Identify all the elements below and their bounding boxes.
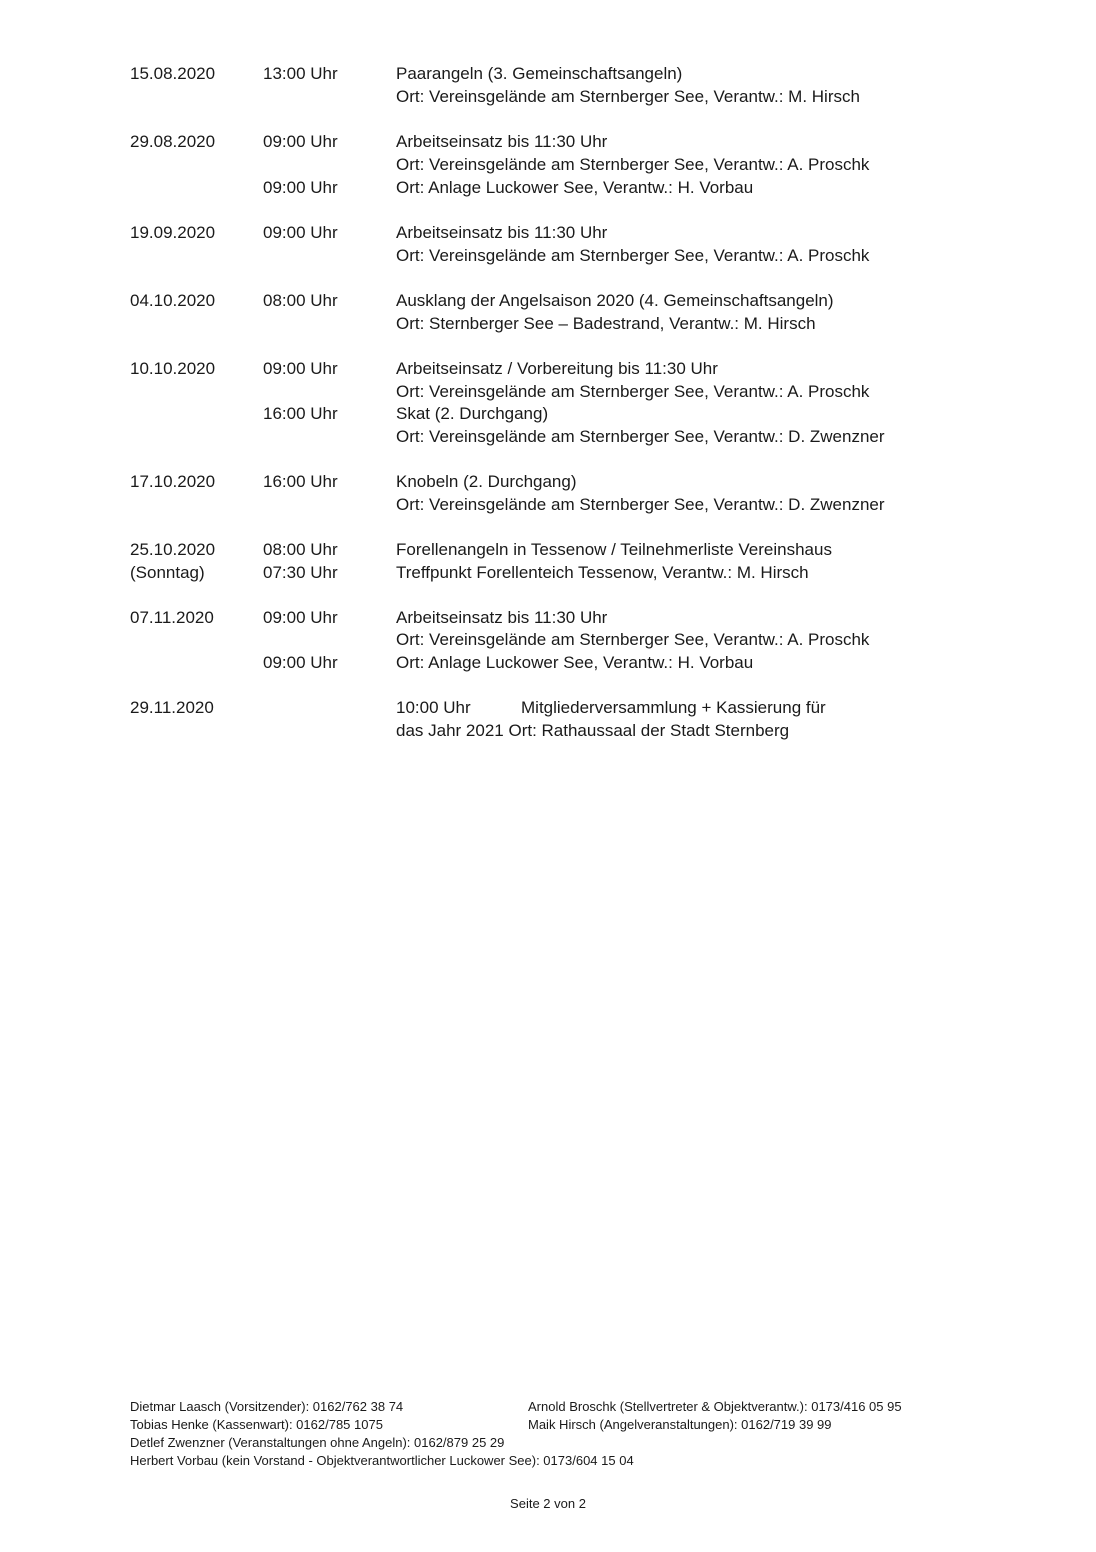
contact-laasch: Dietmar Laasch (Vorsitzender): 0162/762 38 74 — [130, 1399, 404, 1414]
event-title: Paarangeln (3. Gemeinschaftsangeln) — [396, 64, 683, 83]
event-time: 09:00 Uhr — [263, 178, 338, 197]
event-location: Ort: Vereinsgelände am Sternberger See, Verantw.: A. Proschk — [396, 155, 870, 174]
event-time: 09:00 Uhr — [263, 132, 338, 151]
event-title: Knobeln (2. Durchgang) — [396, 472, 577, 491]
event-date: 29.11.2020 — [130, 698, 214, 717]
event-location: Ort: Vereinsgelände am Sternberger See, Verantw.: D. Zwenzner — [396, 495, 885, 514]
event-title: Mitgliederversammlung + Kassierung für — [521, 698, 826, 717]
event-location: Treffpunkt Forellenteich Tessenow, Verantw.: M. Hirsch — [396, 563, 809, 582]
event-time: 16:00 Uhr — [263, 472, 338, 491]
contact-vorbau: Herbert Vorbau (kein Vorstand - Objektverantwortlicher Luckower See): 0173/604 15 04 — [130, 1453, 634, 1468]
contact-zwenzner: Detlef Zwenzner (Veranstaltungen ohne Angeln): 0162/879 25 29 — [130, 1435, 505, 1450]
event-weekday: (Sonntag) — [130, 563, 205, 582]
event-date: 07.11.2020 — [130, 608, 214, 627]
event-date: 15.08.2020 — [130, 64, 216, 83]
event-time: 10:00 Uhr — [396, 698, 471, 717]
event-date: 10.10.2020 — [130, 359, 216, 378]
event-title: Arbeitseinsatz / Vorbereitung bis 11:30 Uhr — [396, 359, 718, 378]
event-title: Arbeitseinsatz bis 11:30 Uhr — [396, 132, 608, 151]
event-time: 09:00 Uhr — [263, 359, 338, 378]
event-time: 16:00 Uhr — [263, 404, 338, 423]
contact-broschk: Arnold Broschk (Stellvertreter & Objektverantw.): 0173/416 05 95 — [528, 1399, 902, 1414]
event-date: 04.10.2020 — [130, 291, 216, 310]
event-time: 13:00 Uhr — [263, 64, 338, 83]
event-date: 17.10.2020 — [130, 472, 216, 491]
event-date: 29.08.2020 — [130, 132, 216, 151]
event-location: Ort: Vereinsgelände am Sternberger See, Verantw.: A. Proschk — [396, 630, 870, 649]
event-location: Ort: Vereinsgelände am Sternberger See, Verantw.: M. Hirsch — [396, 87, 860, 106]
event-date: 25.10.2020 — [130, 540, 216, 559]
contact-hirsch: Maik Hirsch (Angelveranstaltungen): 0162/719 39 99 — [528, 1417, 832, 1432]
page-number: Seite 2 von 2 — [510, 1496, 586, 1511]
event-time: 09:00 Uhr — [263, 223, 338, 242]
event-location: Ort: Anlage Luckower See, Verantw.: H. Vorbau — [396, 178, 754, 197]
event-time: 09:00 Uhr — [263, 608, 338, 627]
event-time: 07:30 Uhr — [263, 563, 338, 582]
event-time: 09:00 Uhr — [263, 653, 338, 672]
event-date: 19.09.2020 — [130, 223, 216, 242]
event-title: Skat (2. Durchgang) — [396, 404, 549, 423]
event-title: Forellenangeln in Tessenow / Teilnehmerliste Vereinshaus — [396, 540, 832, 559]
contact-henke: Tobias Henke (Kassenwart): 0162/785 1075 — [130, 1417, 383, 1432]
event-location: Ort: Vereinsgelände am Sternberger See, Verantw.: A. Proschk — [396, 246, 870, 265]
event-title: Arbeitseinsatz bis 11:30 Uhr — [396, 223, 608, 242]
event-location: Ort: Sternberger See – Badestrand, Verantw.: M. Hirsch — [396, 314, 816, 333]
event-location: das Jahr 2021 Ort: Rathaussaal der Stadt Sternberg — [396, 721, 790, 740]
event-location: Ort: Vereinsgelände am Sternberger See, Verantw.: D. Zwenzner — [396, 427, 885, 446]
event-time: 08:00 Uhr — [263, 291, 338, 310]
event-title: Ausklang der Angelsaison 2020 (4. Gemeinschaftsangeln) — [396, 291, 834, 310]
event-location: Ort: Vereinsgelände am Sternberger See, Verantw.: A. Proschk — [396, 382, 870, 401]
event-location: Ort: Anlage Luckower See, Verantw.: H. Vorbau — [396, 653, 754, 672]
event-time: 08:00 Uhr — [263, 540, 338, 559]
event-title: Arbeitseinsatz bis 11:30 Uhr — [396, 608, 608, 627]
